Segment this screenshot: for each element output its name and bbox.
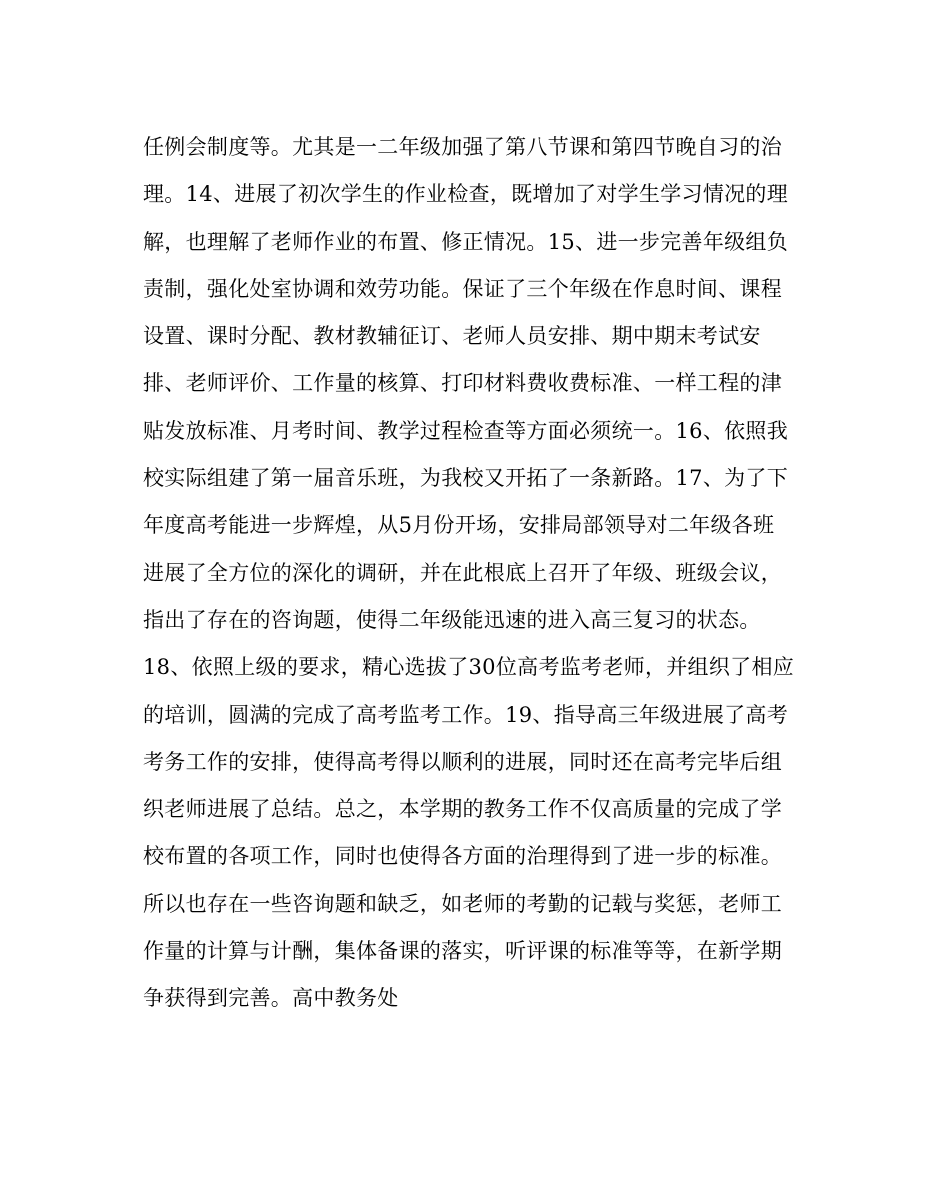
text-line: 考务工作的安排，使得高考得以顺利的进展，同时还在高考完毕后组 — [143, 749, 782, 774]
text-line: 校布置的各项工作，同时也使得各方面的治理得到了进一步的标准。 — [143, 844, 782, 869]
text-line: 任例会制度等。尤其是一二年级加强了第八节课和第四节晚自习的治 — [143, 135, 782, 159]
text-line: 理。14、进展了初次学生的作业检查，既增加了对学生学习情况的理 — [143, 182, 789, 207]
text-line: 设置、课时分配、教材教辅征订、老师人员安排、期中期末考试安 — [143, 324, 761, 349]
body-text — [143, 124, 823, 1023]
text-line: 指出了存在的咨询题，使得二年级能迅速的进入高三复习的状态。 — [143, 607, 761, 632]
text-line: 作量的计算与计酬，集体备课的落实，听评课的标准等等，在新学期 — [143, 939, 782, 964]
text-line: 进展了全方位的深化的调研，并在此根底上召开了年级、班级会议， — [143, 560, 782, 585]
text-line: 18、依照上级的要求，精心选拔了30位高考监考老师，并组织了相应 — [143, 655, 795, 680]
text-line: 争获得到完善。高中教务处 — [143, 986, 399, 1011]
text-line: 解，也理解了老师作业的布置、修正情况。15、进一步完善年级组负 — [143, 229, 789, 254]
text-line: 责制，强化处室协调和效劳功能。保证了三个年级在作息时间、课程 — [143, 276, 782, 301]
text-line: 所以也存在一些咨询题和缺乏，如老师的考勤的记载与奖惩，老师工 — [143, 891, 782, 916]
text-line: 的培训，圆满的完成了高考监考工作。19、指导高三年级进展了高考 — [143, 702, 789, 727]
text-line: 贴发放标准、月考时间、教学过程检查等方面必须统一。16、依照我 — [143, 418, 789, 443]
text-line: 排、老师评价、工作量的核算、打印材料费收费标准、一样工程的津 — [143, 371, 782, 396]
text-line: 年度高考能进一步辉煌，从5月份开场，安排局部领导对二年级各班 — [143, 513, 775, 538]
text-line: 织老师进展了总结。总之，本学期的教务工作不仅高质量的完成了学 — [143, 797, 782, 822]
text-line: 校实际组建了第一届音乐班，为我校又开拓了一条新路。17、为了下 — [143, 466, 789, 491]
